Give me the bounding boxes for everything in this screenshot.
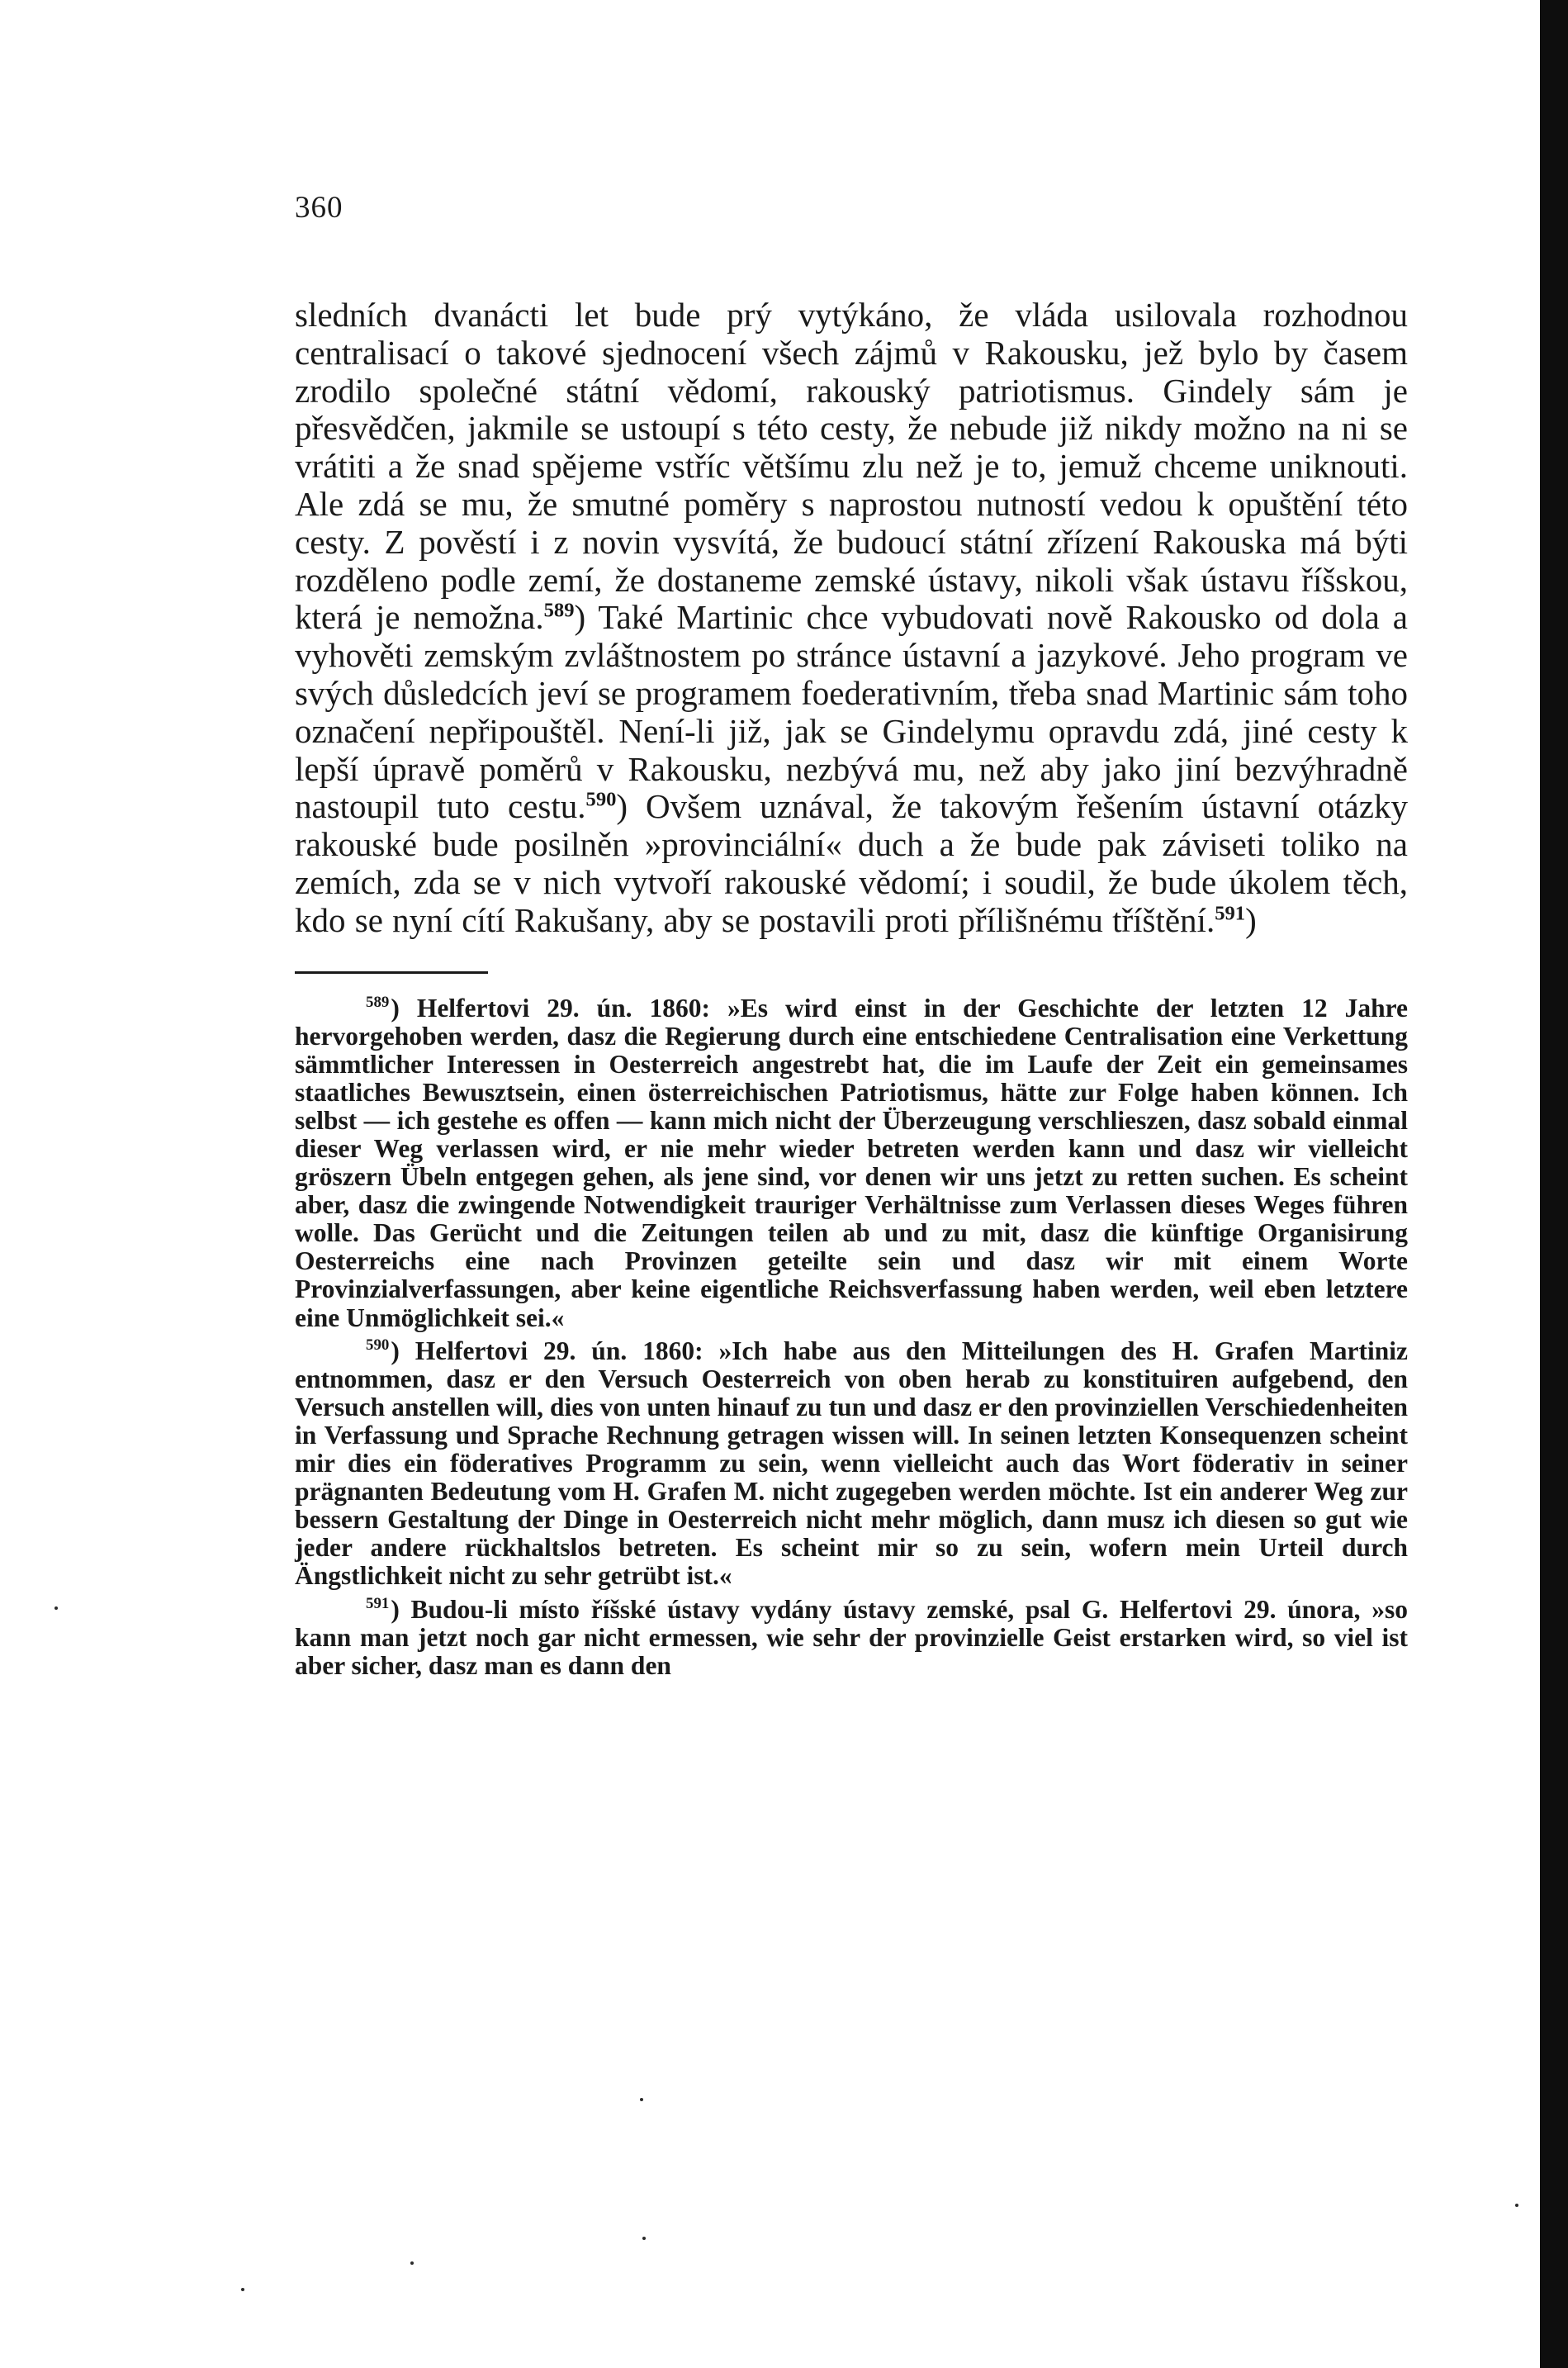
scan-speck bbox=[1515, 2204, 1518, 2207]
footnote-ref-591[interactable]: 591 bbox=[1215, 902, 1246, 925]
scan-frame-edge bbox=[1540, 0, 1568, 2368]
main-text-end: ) bbox=[1245, 900, 1257, 939]
scan-speck bbox=[241, 2288, 244, 2291]
footnote-mark: 591 bbox=[366, 1595, 390, 1613]
main-text-part-1: sledních dvanácti let bude prý vytýkáno, že vláda usilovala rozhodnou centralisací o takové sjednocení všech zájmů v Rakousku, jež bylo by časem zrodilo společné státní vědomí, rakouský patriotismus. Gindely sám je přesvědčen, jakmile se ustoupí s této cesty, že nebude již nikdy možno na ni se vrátiti a že snad spějeme vstříc většímu zlu než je to, jemuž chceme uniknouti. Ale zdá se mu, že smutné poměry s naprostou nutností vedou k opuštění této cesty. Z pověstí i z novin vysvítá, že budoucí státní zřízení Rakouska má býti rozděleno podle zemí, že dostaneme zemské ústavy, nikoli však ústavu říšskou, která je nemožna. bbox=[295, 296, 1408, 637]
footnote-ref-590[interactable]: 590 bbox=[585, 788, 617, 811]
page-number: 360 bbox=[295, 191, 343, 225]
footnote-ref-589[interactable]: 589 bbox=[543, 599, 575, 622]
footnote-591 bbox=[295, 1596, 1408, 1680]
footnote-590 bbox=[295, 1337, 1408, 1591]
footnote-separator bbox=[295, 971, 488, 974]
footnote-text: ) Budou-li místo říšské ústavy vydány ústavy zemské, psal G. Helfertovi 29. února, »so kann man jetzt noch gar nicht ermessen, wie sehr der provinzielle Geist erstarken wird, so viel ist aber sicher, dasz man es dann den bbox=[295, 1594, 1408, 1680]
footnote-mark: 589 bbox=[366, 994, 390, 1012]
footnote-mark: 590 bbox=[366, 1336, 390, 1355]
scan-speck bbox=[642, 2237, 646, 2240]
main-paragraph bbox=[295, 297, 1408, 940]
scan-speck bbox=[54, 1606, 58, 1610]
footnote-text: ) Helfertovi 29. ún. 1860: »Ich habe aus den Mitteilungen des H. Grafen Martiniz entnommen, dasz er den Versuch Oesterreich von oben herab zu konstituiren aufgebend, den Versuch anstellen will, dies von unten hinauf zu tun und dasz er den provinziellen Verschiedenheiten in Verfassung und Sprache Rechnung getragen wissen will. In seinen letzten Konsequenzen scheint mir dies ein föderatives Programm zu sein, wenn vielleicht auch das Wort föderativ in seiner prägnanten Bedeutung vom H. Grafen M. nicht zugegeben werden möchte. Ist ein anderer Weg zur bessern Gestaltung der Dinge in Oesterreich nicht mehr möglich, dann musz ich diesen so gut wie jeder andere rückhaltslos betreten. Es scheint mir so zu sein, wofern mein Urteil durch Ängstlichkeit nicht zu sehr getrübt ist.« bbox=[295, 1336, 1408, 1591]
main-text-part-2: ) Také Martinic chce vybudovati nově Rakousko od dola a vyhověti zemským zvláštnostem po stránce ústavní a jazykové. Jeho program ve svých důsledcích jeví se programem foederativním, třeba snad Martinic sám toho označení nepřipouštěl. Není-li již, jak se Gindelymu opravdu zdá, jiné cesty k lepší úpravě poměrů v Rakousku, nezbývá mu, než aby jako jiní bezvýhradně nastoupil tuto cestu. bbox=[295, 598, 1408, 826]
main-text-part-3: ) Ovšem uznával, že takovým řešením ústavní otázky rakouské bude posilněn »provinciální« duch a že bude pak záviseti toliko na zemích, zda se v nich vytvoří rakouské vědomí; i soudil, že bude úkolem těch, kdo se nyní cítí Rakušany, aby se postavili proti přílišnému tříštění. bbox=[295, 787, 1408, 939]
footnote-589 bbox=[295, 994, 1408, 1332]
footnote-text: ) Helfertovi 29. ún. 1860: »Es wird einst in der Geschichte der letzten 12 Jahre hervorgehoben werden, dasz die Regierung durch eine entschiedene Centralisation eine Verkettung sämmtlicher Interessen in Oesterreich angestrebt hat, die im Laufe der Zeit ein gemeinsames staatliches Bewusztsein, einen österreichischen Patriotismus, hätte zur Folge haben können. Ich selbst — ich gestehe es offen — kann mich nicht der Überzeugung verschlieszen, dasz sobald einmal dieser Weg verlassen wird, er nie mehr wieder betreten werden kann und dasz wir vielleicht gröszern Übeln entgegen gehen, als jene sind, vor denen wir uns jetzt zu retten suchen. Es scheint aber, dasz die zwingende Notwendigkeit trauriger Verhältnisse zum Verlassen dieses Weges führen wolle. Das Gerücht und die Zeitungen teilen ab und zu mit, dasz die künftige Organisirung Oesterreichs eine nach Provinzen geteilte sein und dasz wir mit einem Worte Provinzialverfassungen, aber keine eigentliche Reichsverfassung haben werden, weil eben letztere eine Unmöglichkeit sei.« bbox=[295, 993, 1408, 1332]
scan-speck bbox=[410, 2261, 414, 2265]
scan-speck bbox=[640, 2098, 643, 2101]
book-page bbox=[295, 190, 1408, 1685]
